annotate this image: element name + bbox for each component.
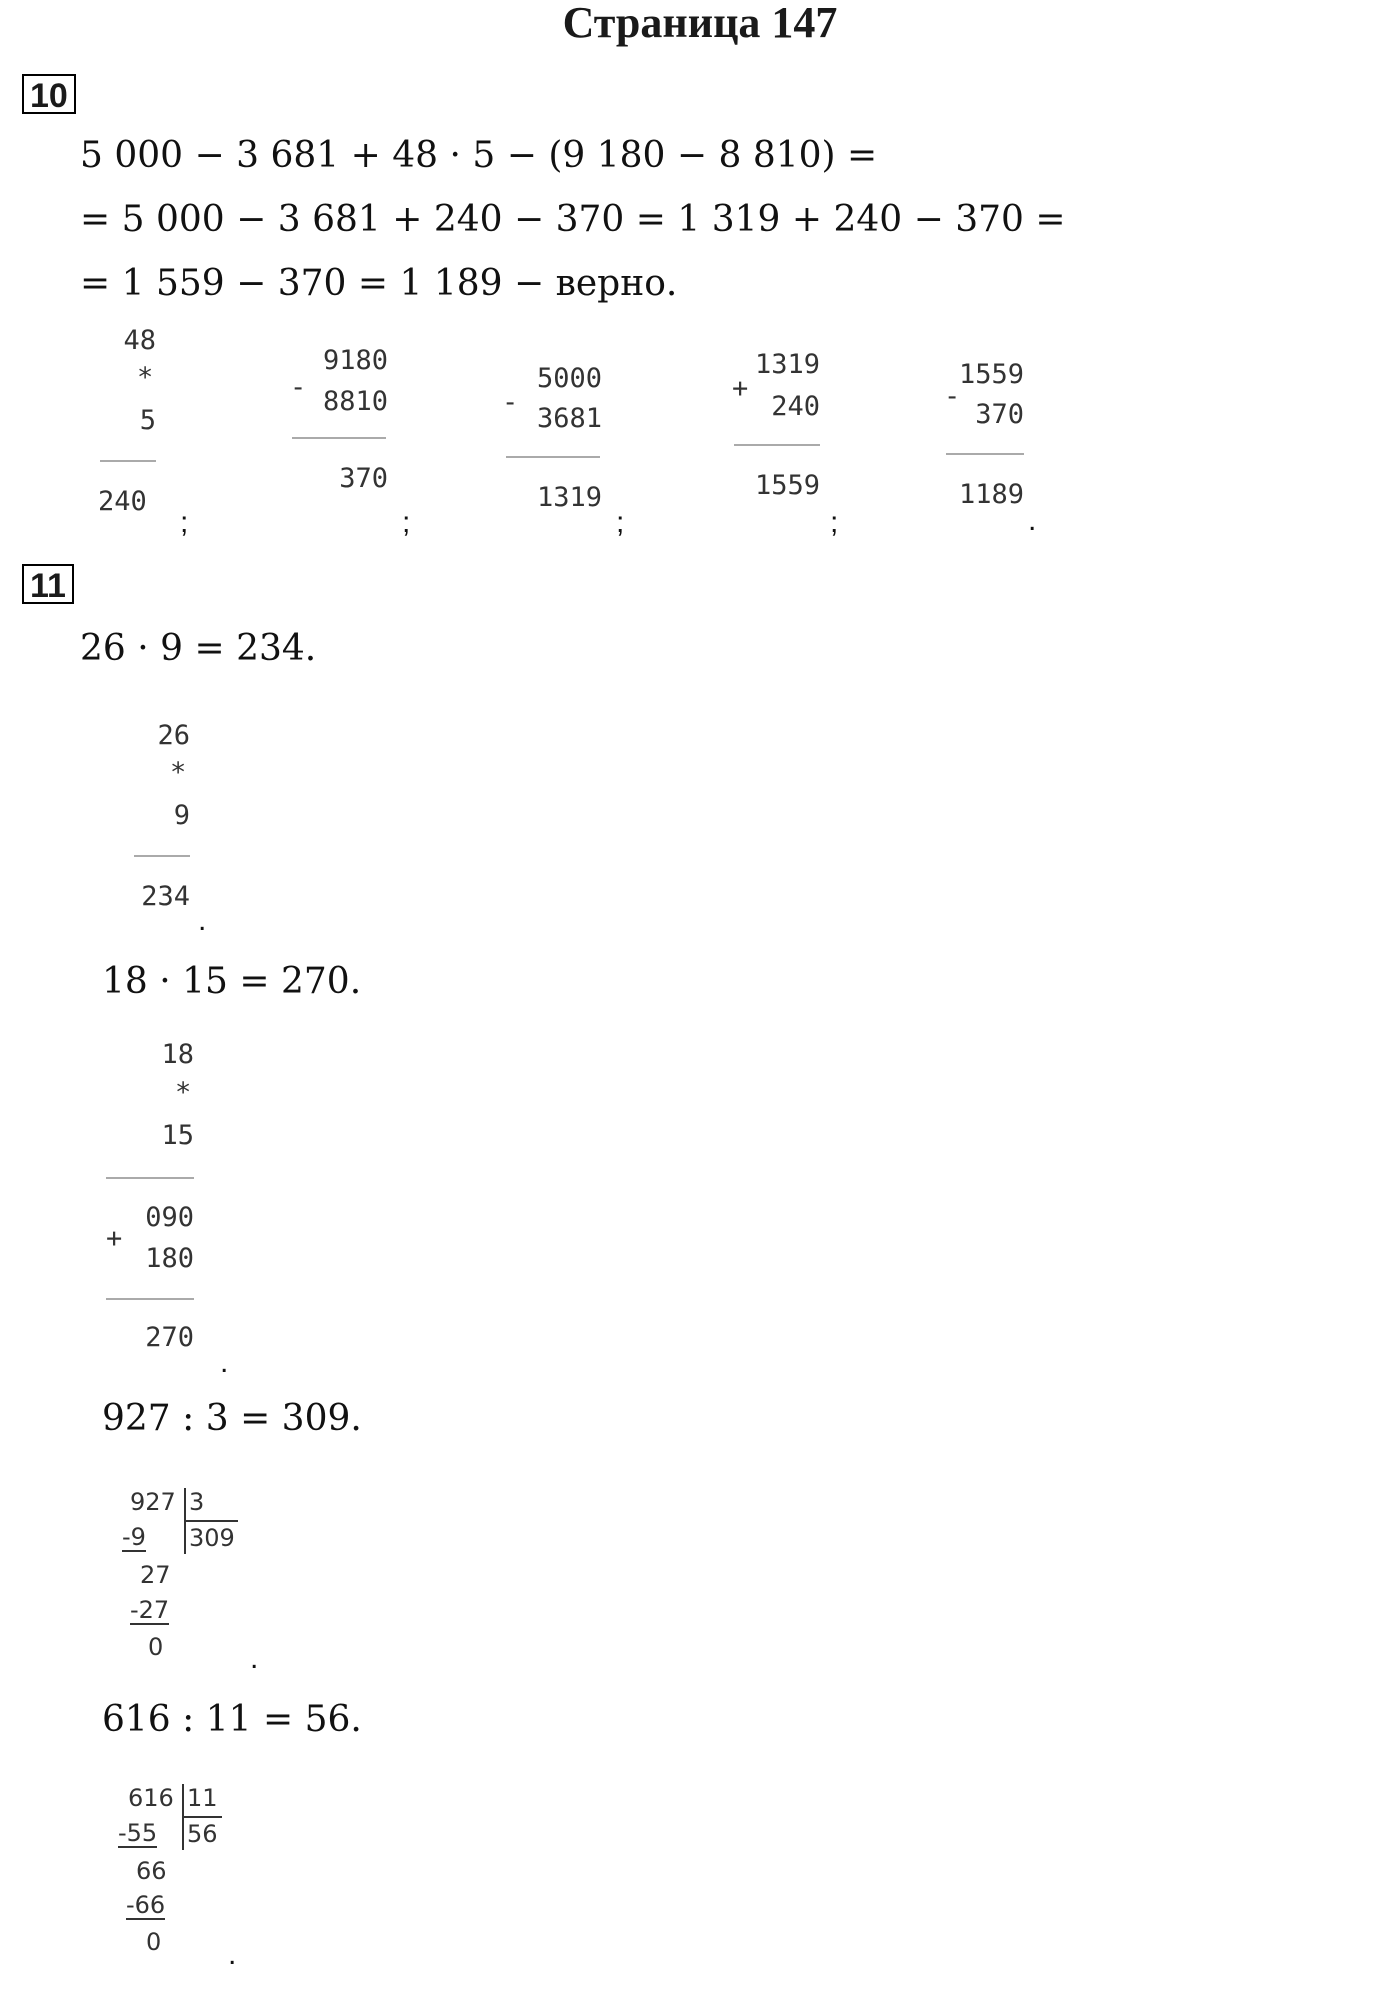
task-10-line-3: = 1 559 − 370 = 1 189 − верно. bbox=[80, 263, 678, 304]
item2-partial-1: 090 bbox=[145, 1202, 194, 1233]
col2-result: 370 bbox=[339, 463, 388, 494]
col4-end: ; bbox=[830, 506, 839, 539]
item2-partial-2: 180 bbox=[145, 1243, 194, 1274]
div2-quotient: 56 bbox=[187, 1820, 218, 1848]
task-11-equation-1: 26 · 9 = 234. bbox=[80, 628, 317, 669]
div1-step-2: 27 bbox=[140, 1561, 171, 1589]
div2-divisor: 11 bbox=[187, 1784, 218, 1812]
col2-b: 8810 bbox=[322, 386, 388, 417]
col5-b: 370 bbox=[975, 399, 1024, 430]
col4-b: 240 bbox=[771, 391, 820, 422]
item2-result: 270 bbox=[145, 1322, 194, 1353]
col1-end: ; bbox=[180, 506, 189, 539]
col1-b: 5 bbox=[139, 405, 156, 436]
col1-op: * bbox=[137, 362, 154, 393]
item1-op: * bbox=[170, 757, 187, 788]
div2-end: . bbox=[228, 1938, 237, 1971]
col4-rule bbox=[734, 444, 820, 446]
item1-end: . bbox=[198, 904, 207, 937]
col2-rule bbox=[292, 437, 386, 439]
col4-result: 1559 bbox=[754, 470, 820, 501]
task-11-equation-2: 18 · 15 = 270. bbox=[102, 961, 362, 1002]
item2-rule-2 bbox=[106, 1298, 194, 1300]
col5-a: 1559 bbox=[958, 359, 1024, 390]
col1-a: 48 bbox=[123, 325, 156, 356]
item2-b: 15 bbox=[161, 1120, 194, 1151]
task-11-equation-3: 927 : 3 = 309. bbox=[102, 1398, 362, 1439]
div1-divisor: 3 bbox=[189, 1488, 205, 1516]
col5-rule bbox=[946, 453, 1024, 455]
div1-step-3: -27 bbox=[130, 1596, 170, 1624]
div2-step-4: 0 bbox=[146, 1928, 162, 1956]
col3-end: ; bbox=[616, 506, 625, 539]
item2-op: * bbox=[175, 1077, 192, 1108]
col2-end: ; bbox=[402, 506, 411, 539]
task-11-equation-4: 616 : 11 = 56. bbox=[102, 1699, 362, 1740]
item1-result: 234 bbox=[141, 881, 190, 912]
col3-b: 3681 bbox=[536, 403, 602, 434]
col4-a: 1319 bbox=[754, 349, 820, 380]
col1-result: 240 bbox=[98, 486, 147, 517]
div1-step-1: -9 bbox=[122, 1523, 146, 1551]
page-title: Страница 147 bbox=[562, 0, 838, 47]
div1-quotient: 309 bbox=[189, 1524, 235, 1552]
div1-hline bbox=[184, 1520, 238, 1522]
item2-plus: + bbox=[106, 1223, 123, 1254]
col5-result: 1189 bbox=[958, 479, 1024, 510]
div2-step-3: -66 bbox=[126, 1891, 166, 1919]
div2-step-2: 66 bbox=[136, 1857, 167, 1885]
div2-step-1: -55 bbox=[118, 1819, 158, 1847]
col2-a: 9180 bbox=[322, 345, 388, 376]
col5-op: - bbox=[944, 381, 961, 412]
col5-end: . bbox=[1028, 504, 1037, 537]
item1-a: 26 bbox=[157, 720, 190, 751]
div2-hline bbox=[182, 1816, 222, 1818]
div1-end: . bbox=[250, 1642, 259, 1675]
col3-op: - bbox=[502, 387, 519, 418]
div1-step-4: 0 bbox=[148, 1633, 164, 1661]
div1-dividend: 927 bbox=[130, 1488, 176, 1516]
item2-a: 18 bbox=[161, 1039, 194, 1070]
task-11-number: 11 bbox=[22, 564, 74, 604]
div2-dividend: 616 bbox=[128, 1784, 174, 1812]
col1-rule bbox=[100, 460, 156, 462]
col3-a: 5000 bbox=[536, 363, 602, 394]
col3-rule bbox=[506, 456, 600, 458]
col2-op: - bbox=[290, 372, 307, 403]
item2-rule-1 bbox=[106, 1177, 194, 1179]
item1-rule bbox=[134, 855, 190, 857]
task-10-line-1: 5 000 − 3 681 + 48 · 5 − (9 180 − 8 810) = bbox=[80, 135, 878, 176]
task-10-line-2: = 5 000 − 3 681 + 240 − 370 = 1 319 + 240 − 370 = bbox=[80, 199, 1066, 240]
item1-b: 9 bbox=[173, 800, 190, 831]
col3-result: 1319 bbox=[536, 482, 602, 513]
item2-end: . bbox=[220, 1346, 229, 1379]
col4-op: + bbox=[732, 373, 749, 404]
task-10-number: 10 bbox=[22, 74, 76, 114]
